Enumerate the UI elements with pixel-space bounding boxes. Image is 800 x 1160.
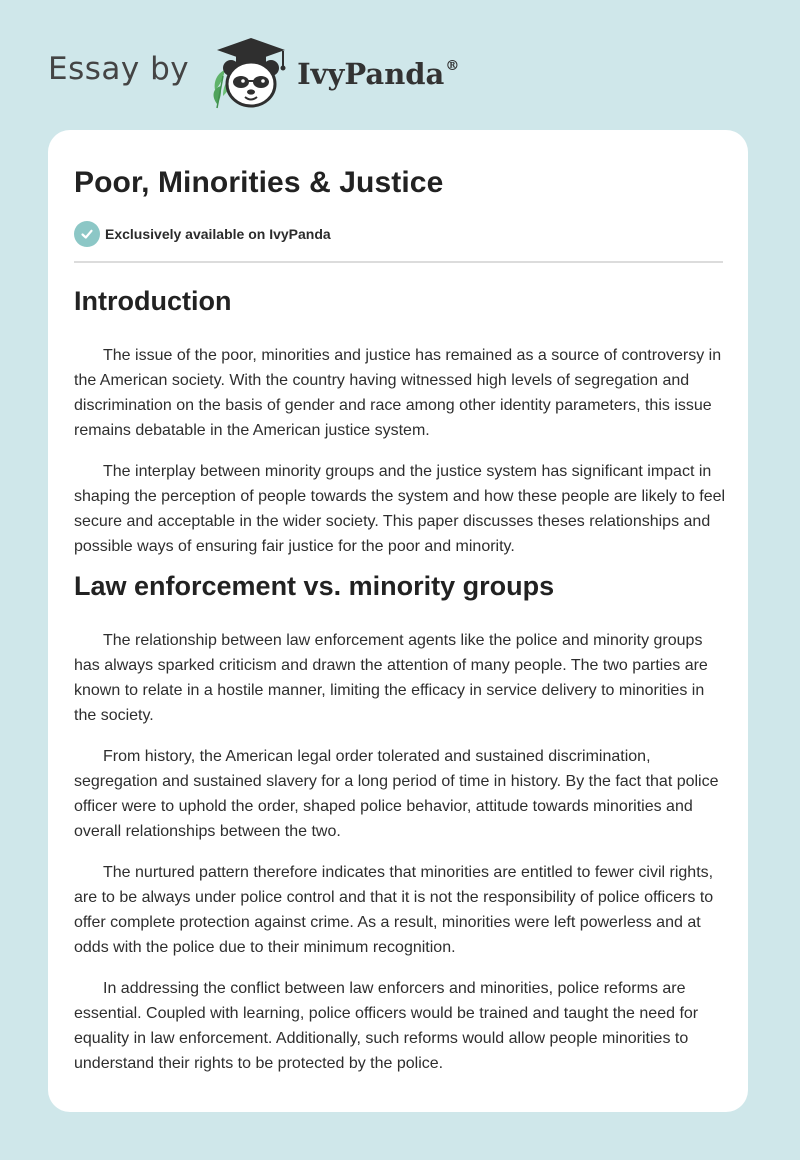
check-circle-icon xyxy=(74,221,100,247)
panda-logo-icon xyxy=(203,32,295,112)
paragraph: The nurtured pattern therefore indicates that minorities are entitled to fewer civil rights, are to be always under police control and that it is not the responsibility of police officers to offer complete protection against crime. As a result, minorities were left powerless and at odds with the police due to their minimum recognition. xyxy=(74,864,714,956)
brand-header xyxy=(48,32,459,112)
paragraph: From history, the American legal order tolerated and sustained discrimination, segregation and sustained slavery for a long period of time in history. By the fact that police officer were to uphold the order, shaped police behavior, attitude towards minorities and overall relationships between the two. xyxy=(74,748,719,840)
section-heading-introduction: Introduction xyxy=(74,286,232,316)
brand-wordmark xyxy=(297,57,459,91)
page-title: Poor, Minorities & Justice xyxy=(74,166,444,199)
paragraph: In addressing the conflict between law enforcers and minorities, police reforms are essential. Coupled with learning, police officers would be trained and taught the need for equality in law enforcement. Additionally, such reforms would allow people minorities to understand their rights to be protected by the police. xyxy=(74,980,699,1072)
essay-body xyxy=(74,280,726,1076)
paragraph: The interplay between minority groups and the justice system has significant impact in shaping the perception of people towards the system and how these people are likely to feel secure and acceptable in the wider society. This paper discusses theses relationships and possible ways of ensuring fair justice for the poor and minority. xyxy=(74,463,726,555)
title-divider xyxy=(74,261,723,263)
brand-name: IvyPanda xyxy=(297,57,445,91)
exclusive-label: Exclusively available on IvyPanda xyxy=(105,226,331,242)
essay-by-label: Essay by xyxy=(48,51,190,87)
paragraph: The relationship between law enforcement agents like the police and minority groups has always sparked criticism and drawn the attention of many people. The two parties are known to relate in a hostile manner, limiting the efficacy in service delivery to minorities in the society. xyxy=(74,632,708,724)
essay-card xyxy=(48,130,748,1112)
paragraph: The issue of the poor, minorities and justice has remained as a source of controversy in the American society. With the country having witnessed high levels of segregation and discrimination on the basis of gender and race among other identity parameters, this issue remains debatable in the American justice system. xyxy=(74,347,722,439)
exclusive-badge xyxy=(74,221,331,247)
section-heading-law-enforcement: Law enforcement vs. minority groups xyxy=(74,571,555,601)
registered-mark: ® xyxy=(445,58,460,74)
